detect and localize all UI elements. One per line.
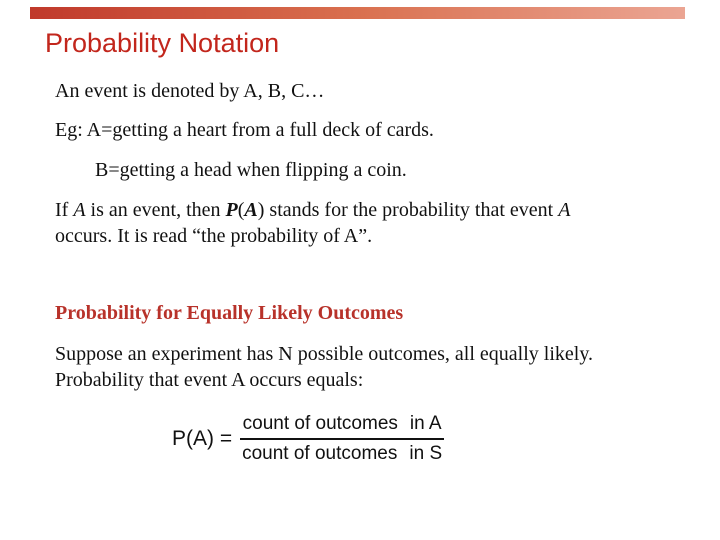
event-notation-line: An event is denoted by A, B, C… <box>55 80 325 102</box>
formula-fraction <box>240 413 444 465</box>
example-line-1: Eg: A=getting a heart from a full deck of cards. <box>55 119 434 141</box>
formula-denominator <box>240 443 444 465</box>
text-segment: ) stands for the probability that event <box>257 199 559 221</box>
header-accent-bar <box>30 7 685 19</box>
event-symbol: A <box>73 199 86 221</box>
denominator-text: count of outcomes <box>242 443 398 464</box>
text-segment: is an event, then <box>85 199 226 221</box>
slide-title: Probability Notation <box>45 28 280 58</box>
event-symbol: A <box>558 199 571 221</box>
example-line-2: B=getting a head when flipping a coin. <box>95 159 407 181</box>
formula-numerator <box>240 413 444 435</box>
numerator-text: count of outcomes <box>242 413 398 434</box>
fraction-bar <box>240 438 444 440</box>
text-segment: If <box>55 199 74 221</box>
probability-symbol: P <box>225 199 238 221</box>
equally-likely-line-2: Probability that event A occurs equals: <box>55 369 364 391</box>
denominator-suffix: in S <box>409 443 443 464</box>
equally-likely-line-1: Suppose an experiment has N possible outcomes, all equally likely. <box>55 343 594 365</box>
definition-line-2: occurs. It is read “the probability of A”. <box>55 225 373 247</box>
event-symbol: A <box>244 199 258 221</box>
text-segment: ( <box>237 199 245 221</box>
probability-formula <box>172 413 444 465</box>
definition-line-1 <box>55 198 570 222</box>
formula-lhs: P(A) = <box>172 427 233 450</box>
section-subheading: Probability for Equally Likely Outcomes <box>55 302 404 324</box>
numerator-suffix: in A <box>409 413 442 434</box>
